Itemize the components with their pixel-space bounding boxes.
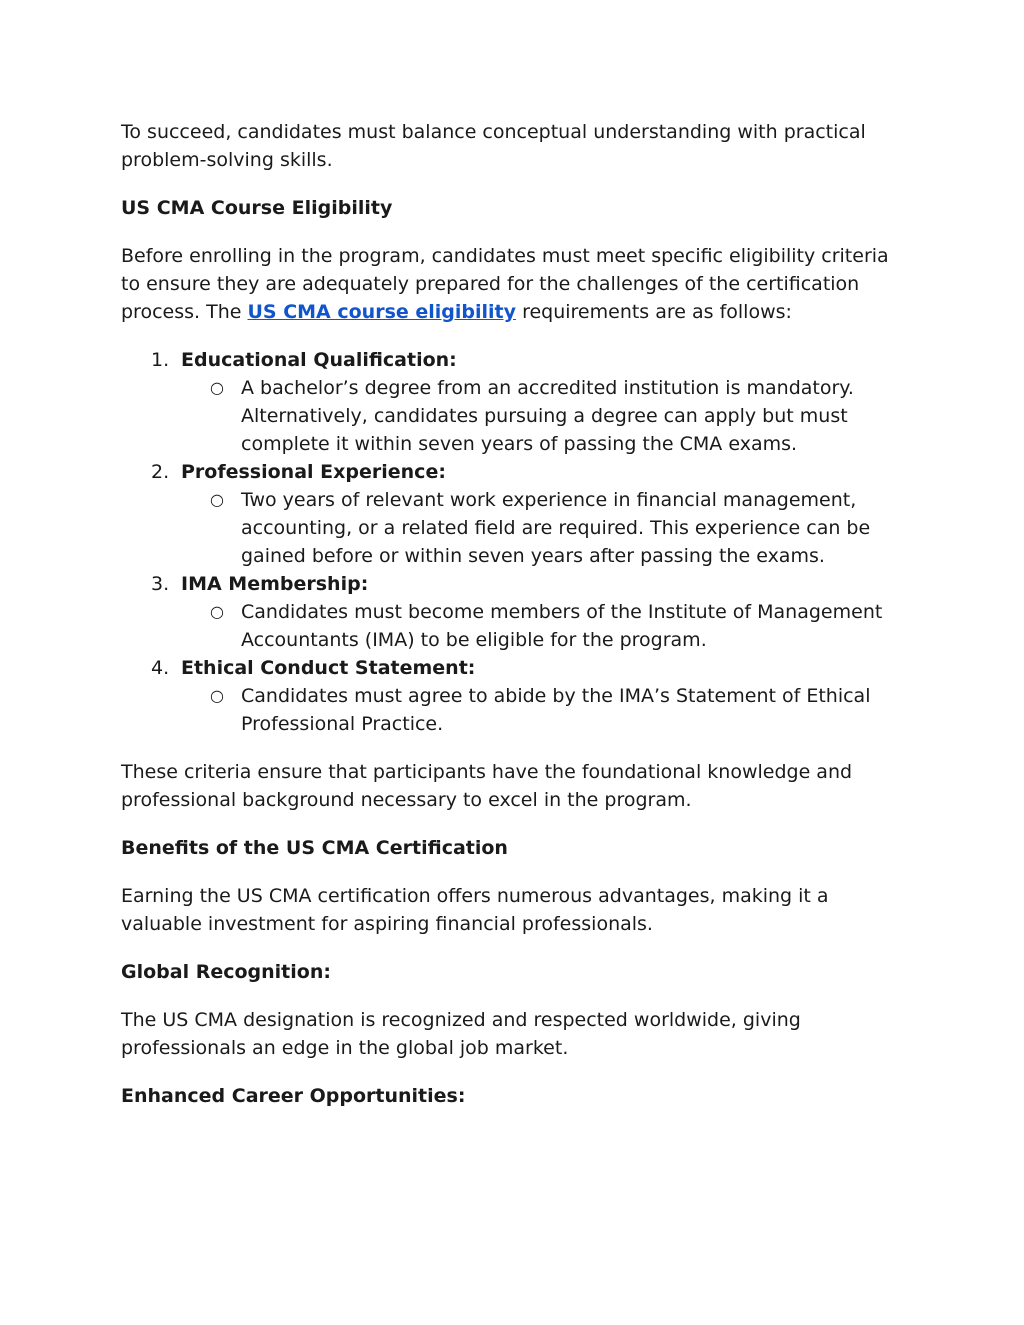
- hollow-circle-bullet-icon: ○: [210, 602, 224, 621]
- eligibility-text-after-link: requirements are as follows:: [516, 301, 792, 323]
- sub-list-item: [181, 682, 911, 738]
- intro-paragraph: To succeed, candidates must balance conceptual understanding with practical problem-solving skills.: [121, 121, 866, 171]
- benefits-intro-paragraph: Earning the US CMA certification offers numerous advantages, making it a valuable investment for aspiring financial professionals.: [121, 885, 829, 935]
- criterion-detail: Candidates must become members of the Institute of Management Accountants (IMA) to be eligible for the program.: [241, 601, 883, 651]
- criterion-title: Professional Experience:: [181, 461, 446, 483]
- document-page: [121, 118, 911, 1130]
- criterion-sublist: [181, 486, 911, 570]
- criterion-title: IMA Membership:: [181, 573, 369, 595]
- career-opportunities-heading: Enhanced Career Opportunities:: [121, 1085, 466, 1107]
- sub-list-item: [181, 486, 911, 570]
- eligibility-closing-paragraph: These criteria ensure that participants have the foundational knowledge and professional background necessary to excel in the program.: [121, 761, 853, 811]
- list-number: 1.: [151, 349, 170, 371]
- global-recognition-paragraph: The US CMA designation is recognized and respected worldwide, giving professionals an edge in the global job market.: [121, 1009, 801, 1059]
- criterion-sublist: [181, 374, 911, 458]
- eligibility-paragraph: [121, 242, 911, 326]
- list-number: 2.: [151, 461, 170, 483]
- list-item: [121, 346, 911, 458]
- criterion-sublist: [181, 682, 911, 738]
- hollow-circle-bullet-icon: ○: [210, 378, 224, 397]
- criterion-detail: Candidates must agree to abide by the IMA’s Statement of Ethical Professional Practice.: [241, 685, 871, 735]
- criterion-title: Ethical Conduct Statement:: [181, 657, 476, 679]
- criterion-detail: A bachelor’s degree from an accredited institution is mandatory. Alternatively, candidates pursuing a degree can apply but must complete it within seven years of passing the CMA exams.: [241, 377, 854, 455]
- eligibility-heading: US CMA Course Eligibility: [121, 197, 393, 219]
- criterion-sublist: [181, 598, 911, 654]
- hollow-circle-bullet-icon: ○: [210, 686, 224, 705]
- global-recognition-heading: Global Recognition:: [121, 961, 331, 983]
- benefits-heading: Benefits of the US CMA Certification: [121, 837, 508, 859]
- hollow-circle-bullet-icon: ○: [210, 490, 224, 509]
- eligibility-link[interactable]: US CMA course eligibility: [247, 301, 517, 323]
- eligibility-criteria-list: [121, 346, 911, 738]
- criterion-detail: Two years of relevant work experience in financial management, accounting, or a related field are required. This experience can be gained before or within seven years after passing the exams.: [241, 489, 871, 567]
- list-item: [121, 570, 911, 654]
- eligibility-text-before-link: Before enrolling in the program, candidates must meet specific eligibility criteria to ensure they are adequately prepared for the challenges of the certification process. The: [121, 245, 889, 323]
- sub-list-item: [181, 374, 911, 458]
- sub-list-item: [181, 598, 911, 654]
- list-item: [121, 654, 911, 738]
- list-item: [121, 458, 911, 570]
- list-number: 3.: [151, 573, 170, 595]
- list-number: 4.: [151, 657, 170, 679]
- criterion-title: Educational Qualification:: [181, 349, 457, 371]
